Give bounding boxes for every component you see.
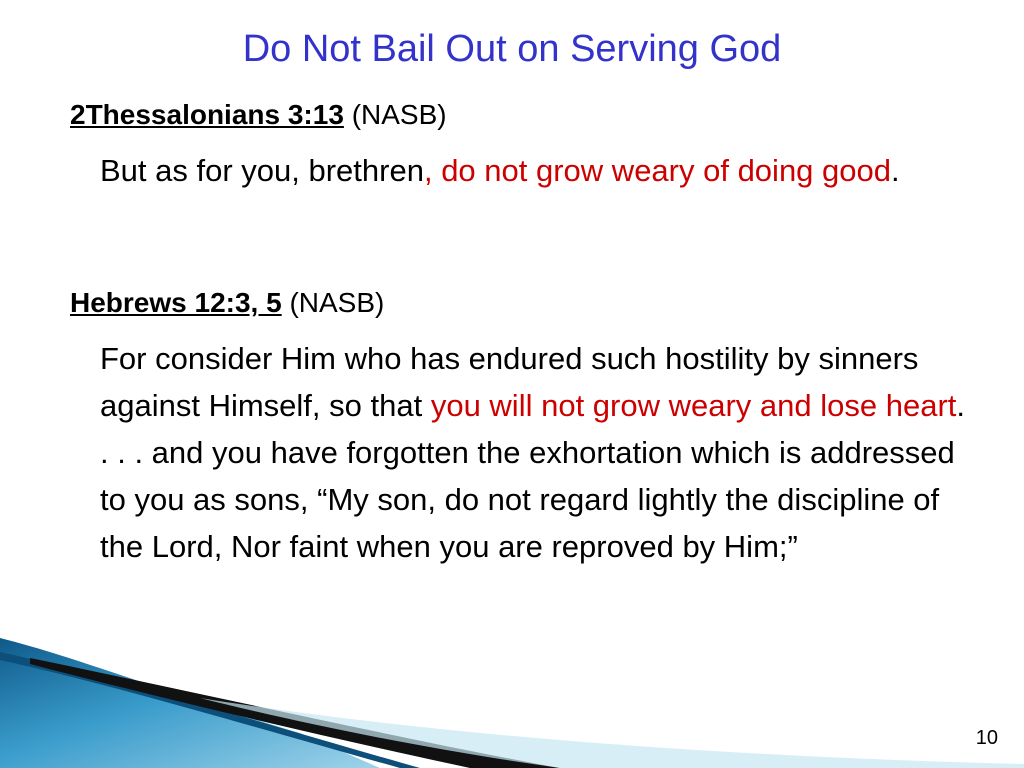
passage-text: For consider Him who has endured such hostility by sinners against Himself, so that xyxy=(100,341,919,423)
slide-title: Do Not Bail Out on Serving God xyxy=(242,28,782,70)
page-number: 10 xyxy=(975,727,998,749)
passage-highlight: you will not grow weary and lose heart xyxy=(430,388,957,423)
decorative-wave xyxy=(0,638,1024,768)
scripture-passage-2 xyxy=(100,335,980,570)
scripture-reference-1 xyxy=(70,98,447,132)
scripture-reference-2 xyxy=(70,286,384,320)
passage-text: . . . . and you have forgotten the exhortation which is addressed to you as sons, “My son, do not regard lightly the discipline of the Lord, Nor faint when you are reproved by Him;” xyxy=(100,388,965,564)
passage-text: But as for you, brethren xyxy=(100,153,424,188)
passage-highlight: , do not grow weary of doing good xyxy=(423,153,891,188)
reference-name: Hebrews 12:3, 5 xyxy=(70,287,282,318)
reference-name: 2Thessalonians 3:13 xyxy=(70,99,344,130)
version-label: (NASB) xyxy=(351,99,447,130)
passage-text: . xyxy=(891,153,900,188)
scripture-passage-1 xyxy=(100,147,980,194)
version-label: (NASB) xyxy=(289,287,385,318)
